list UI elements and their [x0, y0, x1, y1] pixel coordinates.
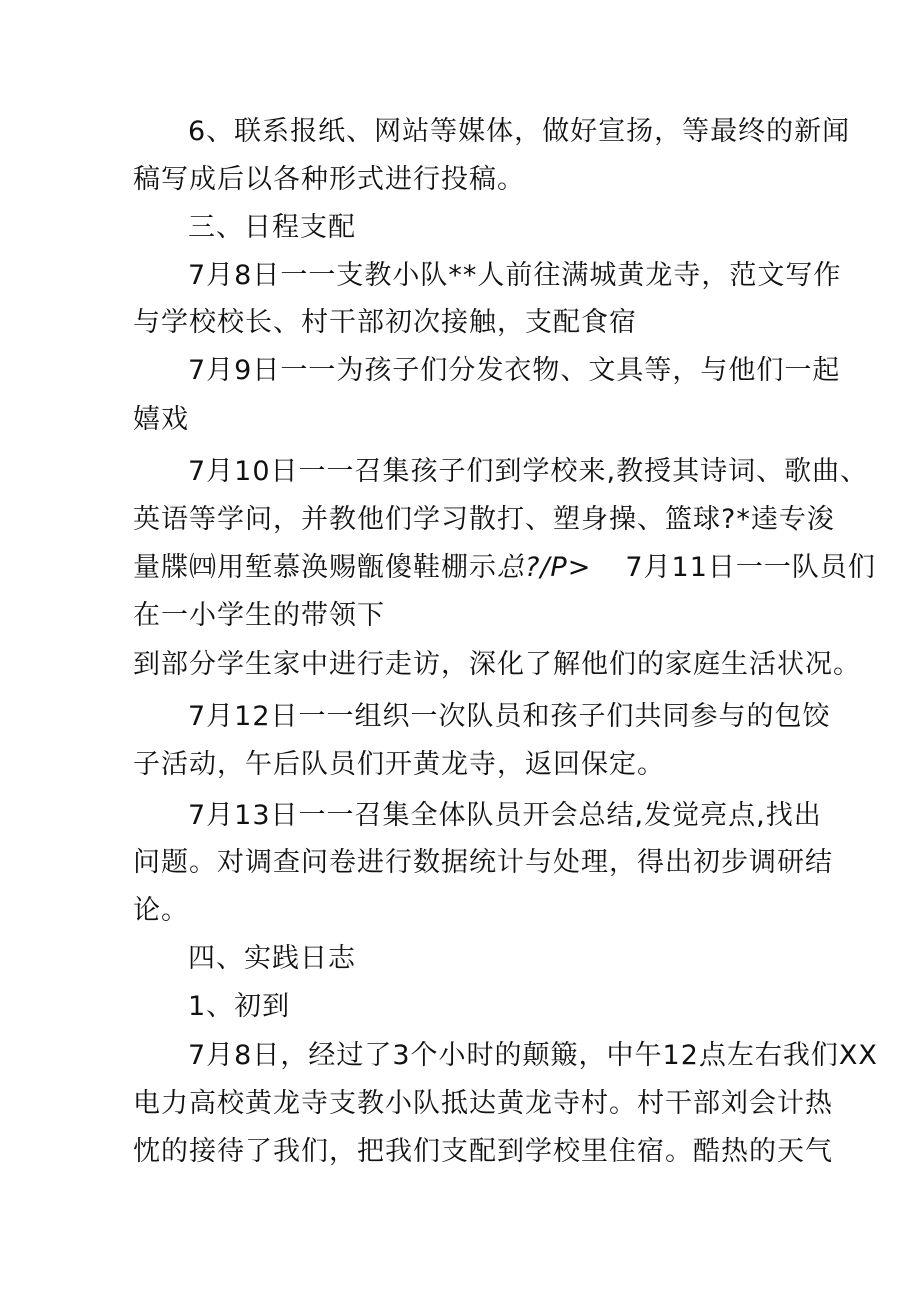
section-heading: 三、日程支配 [188, 212, 356, 243]
text-line: 7月10日一一召集孩子们到学校来,教授其诗词、歌曲、 [188, 456, 869, 487]
text-line: 子活动，午后队员们开黄龙寺，返回保定。 [133, 749, 665, 780]
subsection-heading: 1、初到 [188, 991, 291, 1022]
garbled-text: 量牒㈣用堑慕涣赐甑傻鞋棚示 [133, 552, 497, 583]
text-line: 7月12日一一组织一次队员和孩子们共同参与的包饺 [188, 701, 831, 732]
garbled-markup: 总?/P> [497, 552, 592, 583]
text-line-mixed [133, 548, 915, 588]
text-line: 7月8日一一支教小队**人前往满城黄龙寺，范文写作 [188, 260, 842, 291]
text-line: 电力高校黄龙寺支教小队抵达黄龙寺村。村干部刘会计热 [133, 1088, 833, 1119]
text-line: 到部分学生家中进行走访，深化了解他们的家庭生活状况。 [133, 649, 861, 680]
text-line: 7月13日一一召集全体队员开会总结,发觉亮点,找出 [188, 800, 822, 831]
inline-entry-start: 7月11日一一队员们 [625, 552, 876, 583]
text-line: 6、联系报纸、网站等媒体，做好宣扬，等最终的新闻 [188, 116, 851, 147]
text-line: 稿写成后以各种形式进行投稿。 [133, 164, 525, 195]
text-line: 问题。对调查问卷进行数据统计与处理，得出初步调研结 [133, 847, 833, 878]
text-line: 7月9日一一为孩子们分发衣物、文具等，与他们一起 [188, 355, 841, 386]
text-line: 与学校校长、村干部初次接触，支配食宿 [133, 307, 637, 338]
text-line: 嬉戏 [133, 404, 189, 435]
text-line: 在一小学生的带领下 [133, 600, 385, 631]
text-line: 论。 [133, 895, 189, 926]
section-heading: 四、实践日志 [188, 943, 356, 974]
text-line: 英语等学问，并教他们学习散打、塑身操、篮球?*逵专浚 [133, 504, 835, 535]
text-line: 忱的接待了我们，把我们支配到学校里住宿。酷热的天气 [133, 1136, 833, 1167]
text-line: 7月8日，经过了3个小时的颠簸，中午12点左右我们XX [188, 1040, 878, 1071]
